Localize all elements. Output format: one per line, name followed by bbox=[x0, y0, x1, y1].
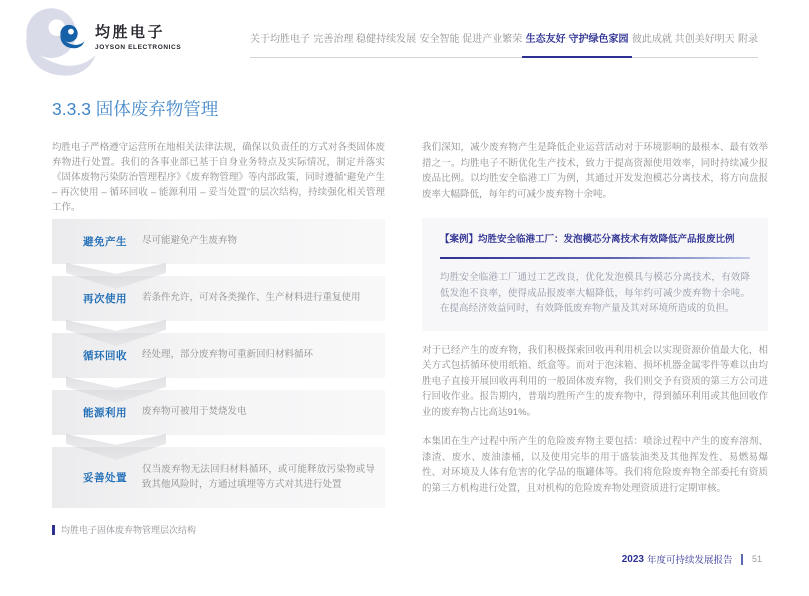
section-title: 3.3.3 固体废弃物管理 bbox=[52, 99, 219, 119]
joyson-swirl-icon bbox=[54, 22, 86, 54]
caption-marker-bar bbox=[52, 525, 55, 535]
caption-text: 均胜电子固体废弃物管理层次结构 bbox=[61, 525, 197, 535]
joyson-logo bbox=[54, 22, 181, 54]
hierarchy-row-dispose bbox=[52, 447, 385, 508]
waste-hierarchy-diagram bbox=[52, 219, 385, 508]
footer-report-title: 年度可持续发展报告 bbox=[646, 555, 733, 566]
chapter-nav bbox=[250, 30, 758, 58]
footer-page-number: 51 bbox=[751, 554, 762, 564]
hierarchy-label: 循环回收 bbox=[83, 350, 127, 362]
paragraph-reduce: 我们深知，减少废弃物产生是降低企业运营活动对于环境影响的最根本、最有效举措之一。均胜电子不断优化生产技术，致力于提高资源使用效率，同时持续减少报废品比例。以均胜安全临港工厂为例，其通过开发发泡模芯分离技术，将方向盘报废率大幅降低，每年约可减少废弃物十余吨。 bbox=[422, 142, 768, 200]
left-column bbox=[52, 140, 385, 536]
logo-text-cn: 均胜电子 bbox=[95, 24, 166, 42]
intro-paragraph: 均胜电子严格遵守运营所在地相关法律法规，确保以负责任的方式对各类固体废弃物进行处置。我们的各事业部已基于自身业务特点及实际情况，制定并落实《固体废物污染防治管理程序》《废弃物管理》等内部政策，同时遵循“避免产生 – 再次使用 – 循环回收 – 能源利用 – 妥当处置”的层次结构，持续强化相关管理工作。 bbox=[52, 142, 385, 213]
nav-item-mutual[interactable]: 彼此成就 共创美好明天 bbox=[631, 34, 735, 45]
hierarchy-row-avoid bbox=[52, 219, 385, 264]
footer-separator-bar bbox=[741, 554, 743, 565]
hierarchy-desc: 废弃物可被用于焚烧发电 bbox=[142, 406, 247, 418]
right-column bbox=[422, 140, 768, 496]
nav-item-governance[interactable]: 完善治理 稳健持续发展 bbox=[313, 34, 417, 45]
hierarchy-desc: 若条件允许，可对各类操作、生产材料进行重复使用 bbox=[142, 292, 361, 304]
hierarchy-label: 妥善处置 bbox=[83, 472, 127, 484]
paragraph-recycling: 对于已经产生的废弃物，我们积极探索回收再利用机会以实现资源价值最大化，相关方式包括循环使用纸箱、纸盒等。而对于泡沫箱、损坏机器金属零件等难以由均胜电子直接开展回收再利用的一般固体废弃物，我们则交予有资质的第三方公司进行回收作业。报告期内，普瑞均胜所产生的废弃物中，得到循环利用或其他回收作业的废弃物占比高达91%。 bbox=[422, 344, 768, 418]
hierarchy-desc: 尽可能避免产生废弃物 bbox=[142, 235, 238, 247]
hierarchy-label: 再次使用 bbox=[83, 293, 127, 305]
case-study-body: 均胜安全临港工厂通过工艺改良，优化发泡模具与模芯分离技术，有效降低发泡不良率，使得成品报废率大幅降低，每年约可减少废弃物十余吨。在提高经济效益同时，有效降低废弃物产量及其对环境所造成的负担。 bbox=[440, 272, 750, 314]
hierarchy-desc: 仅当废弃物无法回归材料循环，或可能释放污染物或导致其他风险时，方通过填埋等方式对其进行处置 bbox=[142, 464, 375, 490]
report-header bbox=[0, 0, 809, 76]
hierarchy-desc: 经处理，部分废弃物可重新回归材料循环 bbox=[142, 349, 314, 361]
logo-text-en: JOYSON ELECTRONICS bbox=[95, 43, 182, 51]
nav-item-about[interactable]: 关于均胜电子 bbox=[250, 34, 310, 45]
nav-item-eco-active[interactable]: 生态友好 守护绿色家园 bbox=[526, 30, 629, 58]
hierarchy-label: 能源利用 bbox=[83, 407, 127, 419]
case-study-title: 【案例】均胜安全临港工厂：发泡模芯分离技术有效降低产品报废比例 bbox=[440, 234, 735, 245]
case-divider-line bbox=[440, 257, 750, 259]
nav-item-appendix[interactable]: 附录 bbox=[738, 34, 758, 45]
hierarchy-label: 避免产生 bbox=[83, 236, 127, 248]
page-footer bbox=[622, 552, 762, 566]
paragraph-hazardous: 本集团在生产过程中所产生的危险废弃物主要包括：喷涂过程中产生的废弃溶剂、漆渣、废水、废油漆桶，以及使用完毕的用于盛装油类及其他挥发性、易燃易爆性、对环境及人体有危害的化学品的瓶罐体等。我们将危险废弃物全部委托有资质的第三方机构进行处置，且对机构的危险废弃物处理资质进行定期审核。 bbox=[422, 436, 768, 494]
diagram-caption bbox=[52, 523, 385, 536]
nav-item-safety[interactable]: 安全智能 促进产业繁荣 bbox=[419, 34, 523, 45]
footer-report-year: 2023 bbox=[621, 553, 644, 565]
case-study-box bbox=[422, 218, 768, 331]
